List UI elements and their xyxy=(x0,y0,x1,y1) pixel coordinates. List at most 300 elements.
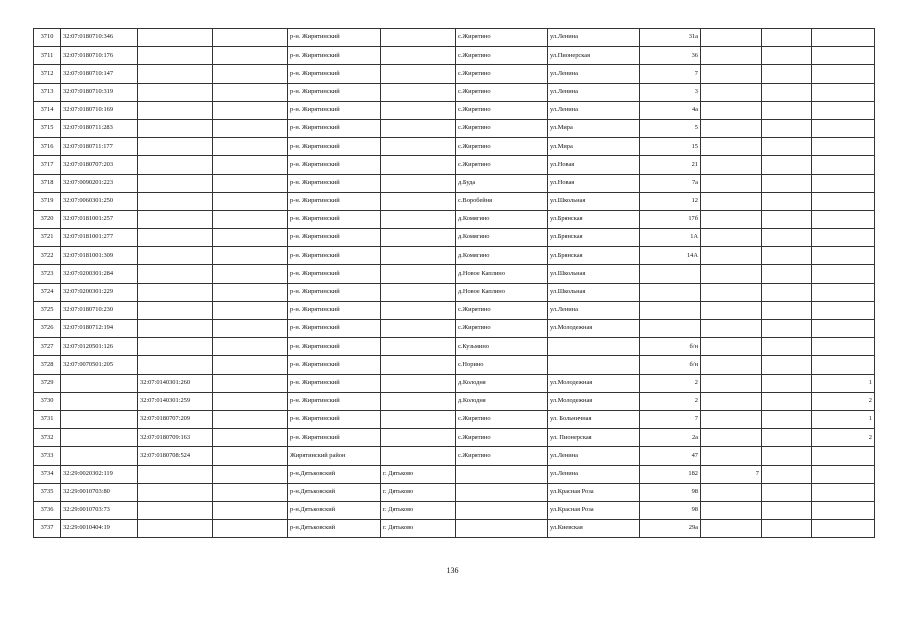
empty-cell xyxy=(213,65,288,83)
village-cell: с.Жирятино xyxy=(456,447,548,465)
cadastral-number-alt-cell xyxy=(138,356,213,374)
house-number-cell: 1А xyxy=(640,229,701,247)
street-cell: ул.Молодежная xyxy=(548,320,640,338)
cadastral-number-cell: 32:07:0090201:223 xyxy=(61,174,138,192)
empty-cell xyxy=(213,465,288,483)
table-row xyxy=(34,283,875,301)
cadastral-number-alt-cell: 32:07:0140301:260 xyxy=(138,374,213,392)
street-cell: ул.Ленина xyxy=(548,101,640,119)
extra-number-cell xyxy=(812,465,875,483)
empty-cell xyxy=(213,138,288,156)
table-row xyxy=(34,229,875,247)
apartment-cell xyxy=(701,283,762,301)
extra-number-cell: 1 xyxy=(812,410,875,428)
cadastral-number-cell: 32:07:0180711:283 xyxy=(61,119,138,137)
row-number-cell: 3730 xyxy=(34,392,61,410)
house-number-cell xyxy=(640,283,701,301)
row-number-cell: 3719 xyxy=(34,192,61,210)
table-row xyxy=(34,83,875,101)
extra-number-cell xyxy=(812,210,875,228)
cadastral-number-alt-cell xyxy=(138,338,213,356)
table-row xyxy=(34,356,875,374)
house-number-cell: 21 xyxy=(640,156,701,174)
extra-number-cell xyxy=(812,447,875,465)
cadastral-number-cell: 32:07:0180710:346 xyxy=(61,29,138,47)
table-row xyxy=(34,320,875,338)
district-cell: р-н. Жирятинский xyxy=(288,83,381,101)
district-cell: р-н.Дятьковский xyxy=(288,501,381,519)
empty-cell xyxy=(213,174,288,192)
cadastral-number-alt-cell xyxy=(138,174,213,192)
apartment-cell xyxy=(701,520,762,538)
cadastral-number-cell: 32:07:0180710:169 xyxy=(61,101,138,119)
empty-cell xyxy=(213,229,288,247)
house-number-cell: 182 xyxy=(640,465,701,483)
street-cell: ул.Молодежная xyxy=(548,374,640,392)
table-row xyxy=(34,338,875,356)
empty-cell xyxy=(762,47,812,65)
table-row xyxy=(34,65,875,83)
street-cell: ул.Школьная xyxy=(548,192,640,210)
empty-cell xyxy=(213,447,288,465)
house-number-cell: 17б xyxy=(640,210,701,228)
table-row xyxy=(34,520,875,538)
village-cell: с.Жирятино xyxy=(456,429,548,447)
extra-number-cell xyxy=(812,47,875,65)
district-cell: р-н. Жирятинский xyxy=(288,210,381,228)
cadastral-number-cell: 32:07:0200301:284 xyxy=(61,265,138,283)
village-cell: д.Буда xyxy=(456,174,548,192)
district-cell: р-н. Жирятинский xyxy=(288,356,381,374)
row-number-cell: 3734 xyxy=(34,465,61,483)
empty-cell xyxy=(762,338,812,356)
house-number-cell: б/н xyxy=(640,356,701,374)
cadastral-number-alt-cell xyxy=(138,520,213,538)
extra-number-cell xyxy=(812,483,875,501)
extra-number-cell xyxy=(812,101,875,119)
village-cell: с.Жирятино xyxy=(456,47,548,65)
page-number: 136 xyxy=(446,566,459,575)
cadastral-number-cell xyxy=(61,392,138,410)
village-cell: с.Жирятино xyxy=(456,138,548,156)
street-cell: ул.Ленина xyxy=(548,465,640,483)
district-cell: р-н. Жирятинский xyxy=(288,265,381,283)
house-number-cell: 4а xyxy=(640,101,701,119)
district-cell: р-н. Жирятинский xyxy=(288,301,381,319)
house-number-cell: 5 xyxy=(640,119,701,137)
extra-number-cell xyxy=(812,247,875,265)
empty-cell xyxy=(213,47,288,65)
empty-cell xyxy=(213,119,288,137)
village-cell: с.Воробейня xyxy=(456,192,548,210)
house-number-cell: 31а xyxy=(640,29,701,47)
empty-cell xyxy=(762,247,812,265)
cadastral-number-cell: 32:07:0060301:250 xyxy=(61,192,138,210)
table-row xyxy=(34,374,875,392)
cadastral-number-alt-cell xyxy=(138,210,213,228)
apartment-cell xyxy=(701,229,762,247)
empty-cell xyxy=(762,483,812,501)
district-cell: р-н. Жирятинский xyxy=(288,174,381,192)
district-cell: р-н. Жирятинский xyxy=(288,283,381,301)
street-cell: ул.Школьная xyxy=(548,265,640,283)
street-cell: ул.Киевская xyxy=(548,520,640,538)
apartment-cell xyxy=(701,247,762,265)
district-cell: р-н. Жирятинский xyxy=(288,392,381,410)
town-cell xyxy=(381,192,456,210)
street-cell xyxy=(548,338,640,356)
town-cell xyxy=(381,47,456,65)
empty-cell xyxy=(762,174,812,192)
apartment-cell xyxy=(701,192,762,210)
street-cell: ул.Мира xyxy=(548,138,640,156)
cadastral-number-alt-cell xyxy=(138,47,213,65)
house-number-cell: 98 xyxy=(640,483,701,501)
cadastral-number-alt-cell: 32:07:0180708:524 xyxy=(138,447,213,465)
house-number-cell xyxy=(640,301,701,319)
empty-cell xyxy=(213,156,288,174)
town-cell xyxy=(381,210,456,228)
cadastral-number-cell: 32:29:0010404:19 xyxy=(61,520,138,538)
district-cell: р-н. Жирятинский xyxy=(288,156,381,174)
village-cell xyxy=(456,520,548,538)
apartment-cell xyxy=(701,65,762,83)
cadastral-number-cell: 32:07:0181001:277 xyxy=(61,229,138,247)
empty-cell xyxy=(213,301,288,319)
village-cell: с.Жирятино xyxy=(456,156,548,174)
empty-cell xyxy=(213,392,288,410)
cadastral-number-alt-cell xyxy=(138,283,213,301)
town-cell xyxy=(381,229,456,247)
town-cell xyxy=(381,174,456,192)
town-cell xyxy=(381,410,456,428)
empty-cell xyxy=(213,83,288,101)
apartment-cell xyxy=(701,301,762,319)
extra-number-cell xyxy=(812,338,875,356)
street-cell: ул.Ленина xyxy=(548,65,640,83)
empty-cell xyxy=(762,374,812,392)
street-cell: ул. Больничная xyxy=(548,410,640,428)
village-cell: с.Жирятино xyxy=(456,83,548,101)
empty-cell xyxy=(762,301,812,319)
extra-number-cell: 2 xyxy=(812,392,875,410)
row-number-cell: 3723 xyxy=(34,265,61,283)
house-number-cell: 7 xyxy=(640,65,701,83)
empty-cell xyxy=(213,247,288,265)
apartment-cell xyxy=(701,138,762,156)
extra-number-cell xyxy=(812,83,875,101)
cadastral-number-alt-cell xyxy=(138,156,213,174)
apartment-cell xyxy=(701,174,762,192)
row-number-cell: 3711 xyxy=(34,47,61,65)
empty-cell xyxy=(762,410,812,428)
apartment-cell xyxy=(701,119,762,137)
table-row xyxy=(34,138,875,156)
empty-cell xyxy=(213,101,288,119)
row-number-cell: 3717 xyxy=(34,156,61,174)
street-cell: ул.Ленина xyxy=(548,447,640,465)
table-row xyxy=(34,101,875,119)
apartment-cell xyxy=(701,410,762,428)
house-number-cell: 47 xyxy=(640,447,701,465)
empty-cell xyxy=(213,210,288,228)
district-cell: р-н. Жирятинский xyxy=(288,65,381,83)
town-cell: г. Дятьково xyxy=(381,465,456,483)
street-cell: ул. Пионерская xyxy=(548,429,640,447)
cadastral-number-cell: 32:07:0180710:176 xyxy=(61,47,138,65)
cadastral-number-alt-cell xyxy=(138,247,213,265)
cadastral-number-cell: 32:29:0010703:73 xyxy=(61,501,138,519)
street-cell: ул.Мира xyxy=(548,119,640,137)
row-number-cell: 3716 xyxy=(34,138,61,156)
house-number-cell: 15 xyxy=(640,138,701,156)
table-row xyxy=(34,210,875,228)
cadastral-number-cell xyxy=(61,410,138,428)
village-cell xyxy=(456,483,548,501)
table-row xyxy=(34,174,875,192)
empty-cell xyxy=(213,283,288,301)
street-cell: ул.Новая xyxy=(548,156,640,174)
district-cell: р-н. Жирятинский xyxy=(288,29,381,47)
house-number-cell: 12 xyxy=(640,192,701,210)
district-cell: р-н. Жирятинский xyxy=(288,47,381,65)
empty-cell xyxy=(762,83,812,101)
town-cell xyxy=(381,392,456,410)
extra-number-cell xyxy=(812,192,875,210)
cadastral-number-cell: 32:07:0180710:230 xyxy=(61,301,138,319)
village-cell: с.Жирятино xyxy=(456,320,548,338)
street-cell: ул.Новая xyxy=(548,174,640,192)
table-row xyxy=(34,301,875,319)
district-cell: р-н.Дятьковский xyxy=(288,520,381,538)
empty-cell xyxy=(213,483,288,501)
row-number-cell: 3732 xyxy=(34,429,61,447)
district-cell: р-н. Жирятинский xyxy=(288,320,381,338)
apartment-cell xyxy=(701,29,762,47)
empty-cell xyxy=(213,356,288,374)
cadastral-number-alt-cell xyxy=(138,320,213,338)
empty-cell xyxy=(762,465,812,483)
apartment-cell xyxy=(701,83,762,101)
cadastral-number-alt-cell xyxy=(138,301,213,319)
house-number-cell: 2 xyxy=(640,392,701,410)
street-cell: ул.Красная Роза xyxy=(548,483,640,501)
empty-cell xyxy=(762,65,812,83)
empty-cell xyxy=(213,374,288,392)
empty-cell xyxy=(213,501,288,519)
apartment-cell xyxy=(701,210,762,228)
empty-cell xyxy=(213,29,288,47)
apartment-cell xyxy=(701,265,762,283)
empty-cell xyxy=(213,192,288,210)
apartment-cell xyxy=(701,501,762,519)
row-number-cell: 3728 xyxy=(34,356,61,374)
town-cell xyxy=(381,320,456,338)
district-cell: р-н. Жирятинский xyxy=(288,429,381,447)
empty-cell xyxy=(762,229,812,247)
extra-number-cell xyxy=(812,174,875,192)
apartment-cell xyxy=(701,374,762,392)
cadastral-number-alt-cell: 32:07:0180707:209 xyxy=(138,410,213,428)
table-row xyxy=(34,447,875,465)
row-number-cell: 3718 xyxy=(34,174,61,192)
cadastral-number-cell: 32:07:0181001:309 xyxy=(61,247,138,265)
apartment-cell xyxy=(701,320,762,338)
extra-number-cell xyxy=(812,520,875,538)
extra-number-cell xyxy=(812,156,875,174)
cadastral-number-alt-cell xyxy=(138,119,213,137)
district-cell: р-н. Жирятинский xyxy=(288,138,381,156)
cadastral-number-alt-cell xyxy=(138,483,213,501)
apartment-cell xyxy=(701,429,762,447)
apartment-cell xyxy=(701,101,762,119)
empty-cell xyxy=(762,138,812,156)
row-number-cell: 3714 xyxy=(34,101,61,119)
extra-number-cell xyxy=(812,65,875,83)
cadastral-number-alt-cell xyxy=(138,192,213,210)
street-cell: ул.Красная Роза xyxy=(548,501,640,519)
street-cell: ул.Брянская xyxy=(548,247,640,265)
village-cell: с.Жирятино xyxy=(456,301,548,319)
village-cell: д.Комягино xyxy=(456,229,548,247)
cadastral-number-cell: 32:07:0180710:319 xyxy=(61,83,138,101)
village-cell: с.Жирятино xyxy=(456,29,548,47)
street-cell: ул.Брянская xyxy=(548,210,640,228)
row-number-cell: 3715 xyxy=(34,119,61,137)
table-row xyxy=(34,429,875,447)
district-cell: р-н. Жирятинский xyxy=(288,374,381,392)
town-cell xyxy=(381,101,456,119)
cadastral-number-cell: 32:07:0180711:177 xyxy=(61,138,138,156)
apartment-cell: 7 xyxy=(701,465,762,483)
extra-number-cell xyxy=(812,283,875,301)
town-cell xyxy=(381,356,456,374)
cadastral-number-alt-cell xyxy=(138,265,213,283)
table-row xyxy=(34,192,875,210)
empty-cell xyxy=(762,119,812,137)
apartment-cell xyxy=(701,392,762,410)
street-cell: ул.Брянская xyxy=(548,229,640,247)
district-cell: р-н. Жирятинский xyxy=(288,192,381,210)
town-cell xyxy=(381,447,456,465)
empty-cell xyxy=(213,320,288,338)
street-cell: ул.Ленина xyxy=(548,301,640,319)
empty-cell xyxy=(762,501,812,519)
empty-cell xyxy=(762,392,812,410)
district-cell: р-н.Дятьковский xyxy=(288,465,381,483)
cadastral-number-alt-cell xyxy=(138,501,213,519)
village-cell: д.Комягино xyxy=(456,210,548,228)
cadastral-number-alt-cell: 32:07:0140301:259 xyxy=(138,392,213,410)
town-cell xyxy=(381,429,456,447)
town-cell: г. Дятьково xyxy=(381,520,456,538)
row-number-cell: 3724 xyxy=(34,283,61,301)
village-cell xyxy=(456,465,548,483)
row-number-cell: 3713 xyxy=(34,83,61,101)
empty-cell xyxy=(762,520,812,538)
town-cell xyxy=(381,374,456,392)
apartment-cell xyxy=(701,356,762,374)
property-register-table xyxy=(33,28,875,538)
extra-number-cell xyxy=(812,265,875,283)
extra-number-cell xyxy=(812,138,875,156)
empty-cell xyxy=(213,338,288,356)
extra-number-cell xyxy=(812,301,875,319)
extra-number-cell: 1 xyxy=(812,374,875,392)
table-row xyxy=(34,119,875,137)
town-cell xyxy=(381,338,456,356)
village-cell: д.Колодня xyxy=(456,374,548,392)
empty-cell xyxy=(213,520,288,538)
village-cell: с.Жирятино xyxy=(456,101,548,119)
house-number-cell: 7 xyxy=(640,410,701,428)
table-row xyxy=(34,47,875,65)
extra-number-cell xyxy=(812,356,875,374)
cadastral-number-cell: 32:07:0200301:229 xyxy=(61,283,138,301)
apartment-cell xyxy=(701,338,762,356)
empty-cell xyxy=(213,410,288,428)
cadastral-number-cell: 32:29:0020302:119 xyxy=(61,465,138,483)
row-number-cell: 3712 xyxy=(34,65,61,83)
row-number-cell: 3727 xyxy=(34,338,61,356)
town-cell xyxy=(381,283,456,301)
village-cell: д.Комягино xyxy=(456,247,548,265)
table-row xyxy=(34,501,875,519)
table-row xyxy=(34,483,875,501)
empty-cell xyxy=(762,429,812,447)
house-number-cell: б/н xyxy=(640,338,701,356)
extra-number-cell xyxy=(812,119,875,137)
house-number-cell: 3 xyxy=(640,83,701,101)
row-number-cell: 3735 xyxy=(34,483,61,501)
village-cell: с.Жирятино xyxy=(456,65,548,83)
cadastral-number-cell: 32:07:0180710:147 xyxy=(61,65,138,83)
row-number-cell: 3720 xyxy=(34,210,61,228)
cadastral-number-alt-cell xyxy=(138,138,213,156)
row-number-cell: 3726 xyxy=(34,320,61,338)
extra-number-cell xyxy=(812,229,875,247)
village-cell: с.Жирятино xyxy=(456,410,548,428)
empty-cell xyxy=(762,29,812,47)
district-cell: р-н. Жирятинский xyxy=(288,229,381,247)
town-cell xyxy=(381,119,456,137)
cadastral-number-alt-cell xyxy=(138,29,213,47)
cadastral-number-alt-cell xyxy=(138,101,213,119)
empty-cell xyxy=(762,283,812,301)
cadastral-number-alt-cell xyxy=(138,229,213,247)
cadastral-number-cell: 32:07:0180707:203 xyxy=(61,156,138,174)
district-cell: р-н. Жирятинский xyxy=(288,119,381,137)
district-cell: Жирятинский район xyxy=(288,447,381,465)
apartment-cell xyxy=(701,483,762,501)
extra-number-cell xyxy=(812,29,875,47)
village-cell: д.Колодня xyxy=(456,392,548,410)
town-cell xyxy=(381,29,456,47)
street-cell: ул.Ленина xyxy=(548,29,640,47)
cadastral-number-cell xyxy=(61,374,138,392)
empty-cell xyxy=(762,447,812,465)
town-cell xyxy=(381,301,456,319)
table-row xyxy=(34,265,875,283)
cadastral-number-cell: 32:07:0180712:194 xyxy=(61,320,138,338)
extra-number-cell: 2 xyxy=(812,429,875,447)
town-cell: г. Дятьково xyxy=(381,483,456,501)
cadastral-number-cell: 32:07:0120501:126 xyxy=(61,338,138,356)
street-cell: ул.Ленина xyxy=(548,83,640,101)
district-cell: р-н. Жирятинский xyxy=(288,247,381,265)
apartment-cell xyxy=(701,47,762,65)
village-cell: с.Норино xyxy=(456,356,548,374)
